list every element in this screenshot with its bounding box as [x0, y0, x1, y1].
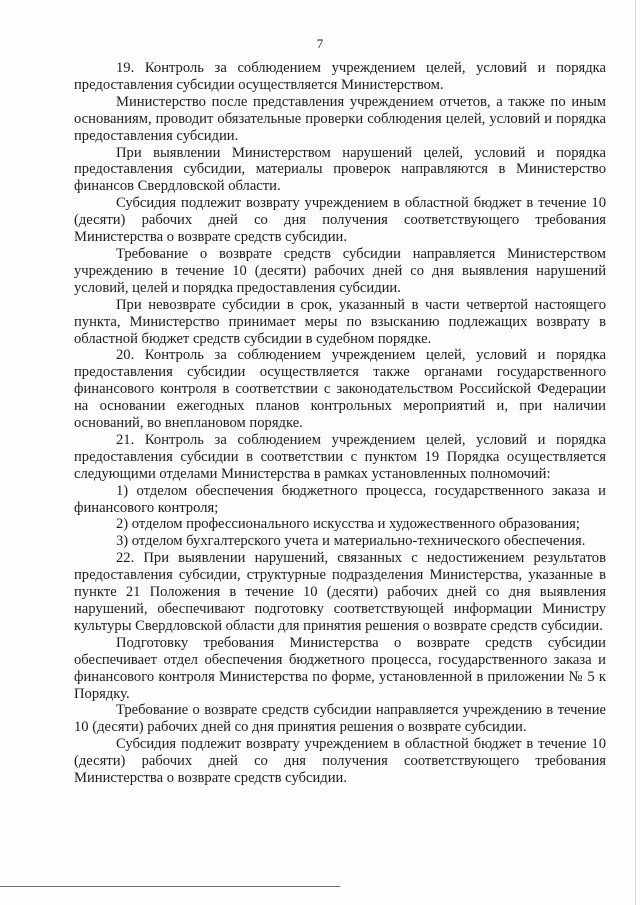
- paragraph-21: 21. Контроль за соблюдением учреждением целей, условий и порядка предоставления субсидии в соответствии с пунктом 19 Порядка осуществляется следующими отделами Министерства в рамках установленных полномочий:: [74, 431, 606, 482]
- paragraph-19-nonreturn: При невозврате субсидии в срок, указанный в части четвертой настоящего пункта, Министерство принимает меры по взысканию подлежащих возврату в областной бюджет средств субсидии в судебном порядке.: [74, 296, 606, 347]
- list-item-1: 1) отделом обеспечения бюджетного процесса, государственного заказа и финансового контроля;: [74, 482, 606, 516]
- list-item-2: 2) отделом профессионального искусства и художественного образования;: [116, 516, 580, 533]
- paragraph-20: 20. Контроль за соблюдением учреждением целей, условий и порядка предоставления субсидии осуществляется также органами государственного финансового контроля в соответствии с законодательством Российской Федерации на основании ежегодных планов контрольных мероприятий и, при наличии оснований, во внеплановом порядке.: [74, 347, 606, 432]
- scan-edge-line: [635, 0, 636, 905]
- paragraph-19-inspections: Министерство после представления учреждением отчетов, а также по иным основаниям, проводит обязательные проверки соблюдения целей, условий и порядка предоставления субсидии.: [74, 93, 606, 144]
- paragraph-22: 22. При выявлении нарушений, связанных с недостижением результатов предоставления субсидии, структурные подразделения Министерства, указанные в пункте 21 Положения в течение 10 (десяти) рабочих дней со дня выявления нарушений, обеспечивают подготовку соответствующей информации Министру культуры Свердловской области для принятия решения о возврате средств субсидии.: [74, 550, 606, 634]
- list-item-3: 3) отделом бухгалтерского учета и материально-технического обеспечения.: [116, 533, 586, 550]
- paragraph-19-refund: Субсидия подлежит возврату учреждением в областной бюджет в течение 10 (десяти) рабочих дней со дня получения соответствующего требования Министерства о возврате средств субсидии.: [74, 195, 606, 246]
- document-body: [74, 60, 606, 787]
- page-number: 7: [316, 36, 324, 51]
- paragraph-19: 19. Контроль за соблюдением учреждением целей, условий и порядка предоставления субсидии осуществляется Министерством.: [74, 60, 606, 93]
- footer-divider: [0, 886, 340, 887]
- paragraph-22-refund: Субсидия подлежит возврату учреждением в областной бюджет в течение 10 (десяти) рабочих дней со дня получения соответствующего требования Министерства о возврате средств субсидии.: [74, 736, 606, 787]
- paragraph-22-demand: Требование о возврате средств субсидии направляется учреждению в течение 10 (десяти) рабочих дней со дня принятия решения о возврате субсидии.: [74, 702, 606, 736]
- paragraph-22-preparation: Подготовку требования Министерства о возврате средств субсидии обеспечивает отдел обеспечения бюджетного процесса, государственного заказа и финансового контроля Министерства по форме, установленной в приложении № 5 к Порядку.: [74, 634, 606, 702]
- paragraph-19-violations: При выявлении Министерством нарушений целей, условий и порядка предоставления субсидии, материалы проверок направляются в Министерство финансов Свердловской области.: [74, 144, 606, 195]
- paragraph-19-demand: Требование о возврате средств субсидии направляется Министерством учреждению в течение 10 (десяти) рабочих дней со дня выявления нарушений условий, целей и порядка предоставления субсидии.: [74, 245, 606, 296]
